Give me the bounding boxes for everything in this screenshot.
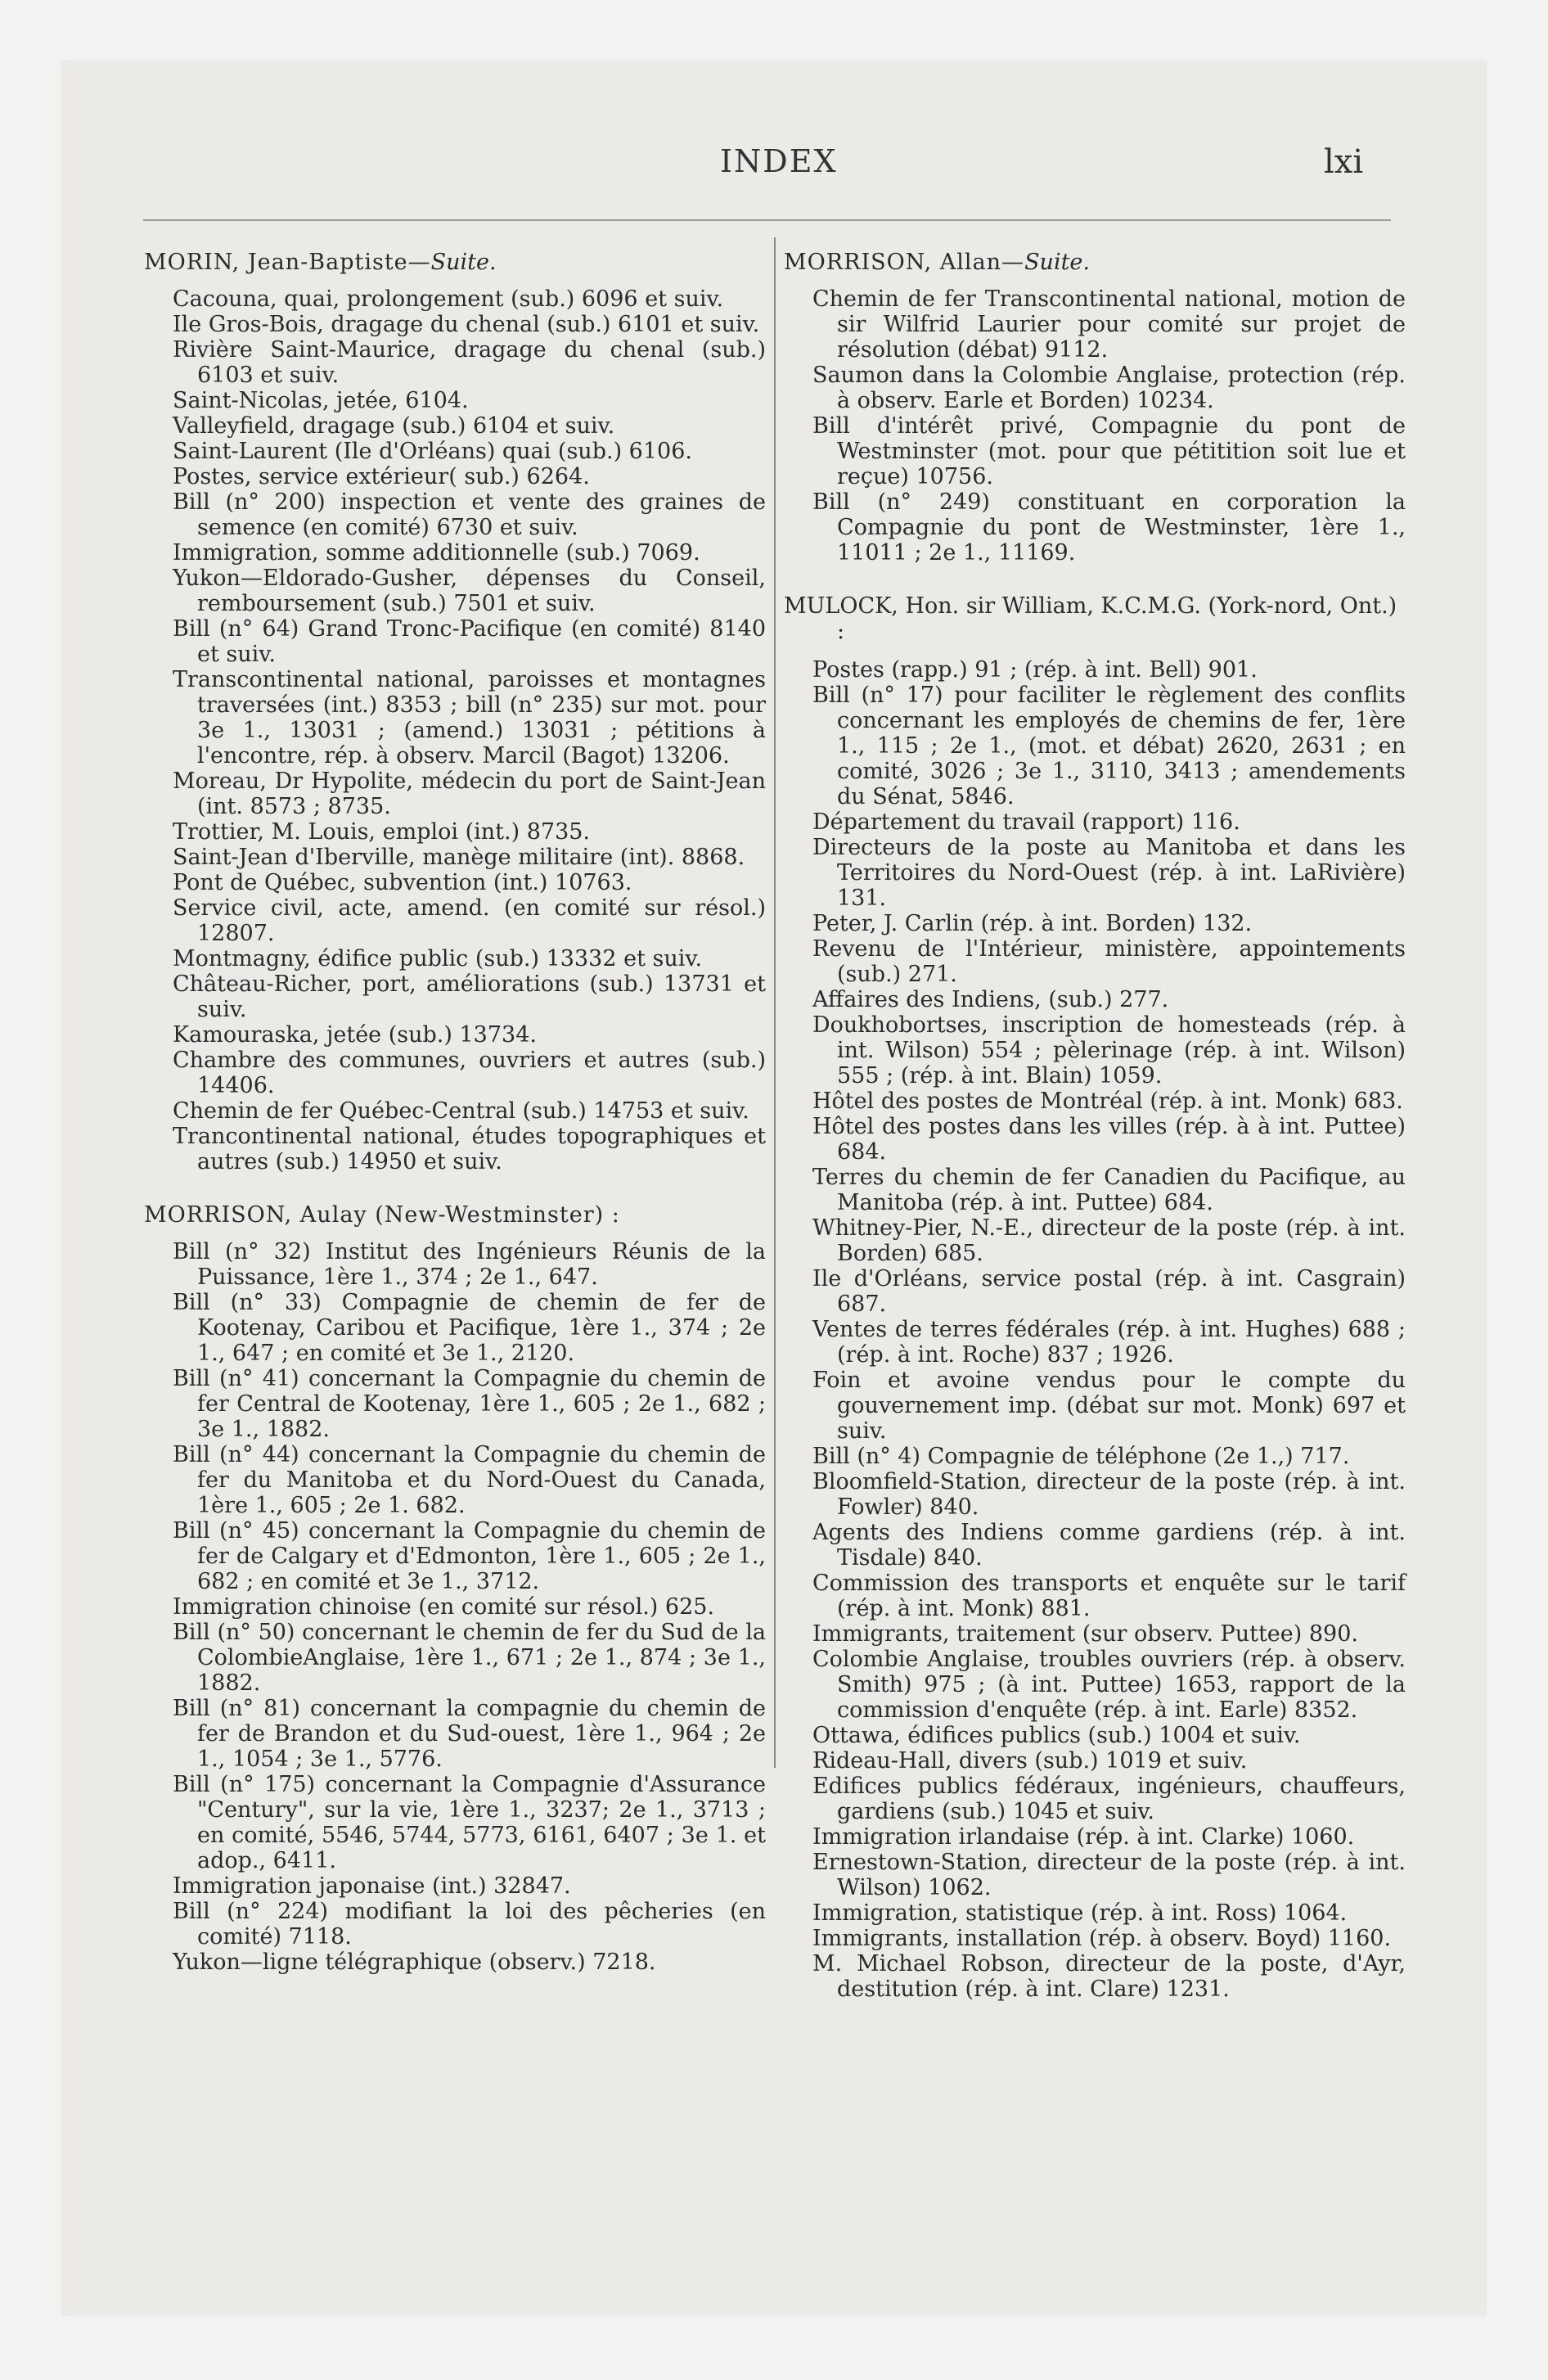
- morrison-aulay-entries: [144, 1239, 766, 1975]
- index-entry: Saint-Laurent (Ile d'Orléans) quai (sub.) 6106.: [173, 439, 692, 464]
- index-entry: Montmagny, édifice public (sub.) 13332 et suiv.: [173, 946, 703, 971]
- morrison-allan-entries: [784, 286, 1406, 566]
- index-heading-mulock: MULOCK, Hon. sir William, K.C.M.G. (York-nord, Ont.) :: [784, 593, 1397, 644]
- index-entry: Bill (n° 4) Compagnie de téléphone (2e 1.,) 717.: [812, 1444, 1350, 1469]
- index-entry: Bloomfield-Station, directeur de la poste (rép. à int. Fowler) 840.: [812, 1469, 1406, 1520]
- index-entry: Immigration, statistique (rép. à int. Ross) 1064.: [812, 1900, 1348, 1926]
- index-entry: Ernestown-Station, directeur de la poste (rép. à int. Wilson) 1062.: [812, 1850, 1406, 1900]
- index-entry: Immigration japonaise (int.) 32847.: [173, 1873, 571, 1899]
- index-entry: Terres du chemin de fer Canadien du Pacifique, au Manitoba (rép. à int. Puttee) 684.: [812, 1165, 1406, 1215]
- right-column: [784, 250, 1406, 2002]
- index-entry: Directeurs de la poste au Manitoba et dans les Territoires du Nord-Ouest (rép. à int. LaRivière) 131.: [812, 835, 1406, 911]
- index-entry: Postes, service extérieur( sub.) 6264.: [173, 464, 590, 489]
- index-entry: Commission des transports et enquête sur le tarif (rép. à int. Monk) 881.: [812, 1571, 1406, 1621]
- index-entry: Bill (n° 81) concernant la compagnie du chemin de fer de Brandon et du Sud-ouest, 1ère 1., 964 ; 2e 1., 1054 ; 3e 1., 5776.: [173, 1696, 766, 1772]
- index-entry: Château-Richer, port, améliorations (sub.) 13731 et suiv.: [173, 971, 766, 1022]
- index-entry: Kamouraska, jetée (sub.) 13734.: [173, 1022, 537, 1048]
- index-entry: Bill d'intérêt privé, Compagnie du pont de Westminster (mot. pour que pétitition soit lue et reçue) 10756.: [812, 413, 1406, 489]
- index-entry: Doukhobortses, inscription de homesteads (rép. à int. Wilson) 554 ; pèlerinage (rép. à int. Wilson) 555 ; (rép. à int. Blain) 1059.: [812, 1012, 1406, 1089]
- index-entry: Chambre des communes, ouvriers et autres (sub.) 14406.: [173, 1048, 766, 1098]
- index-entry: Bill (n° 33) Compagnie de chemin de fer de Kootenay, Caribou et Pacifique, 1ère 1., 374 ; 2e 1., 647 ; en comité et 3e 1., 2120.: [173, 1290, 766, 1366]
- index-entry: Bill (n° 249) constituant en corporation la Compagnie du pont de Westminster, 1ère 1., 11011 ; 2e 1., 11169.: [812, 489, 1406, 566]
- index-entry: Saint-Jean d'Iberville, manège militaire (int). 8868.: [173, 845, 745, 870]
- index-entry: Chemin de fer Transcontinental national, motion de sir Wilfrid Laurier pour comité sur projet de résolution (débat) 9112.: [812, 286, 1406, 363]
- index-entry: Bill (n° 200) inspection et vente des graines de semence (en comité) 6730 et suiv.: [173, 489, 766, 540]
- index-entry: Yukon—Eldorado-Gusher, dépenses du Conseil, remboursement (sub.) 7501 et suiv.: [173, 566, 766, 616]
- index-entry: Immigration, somme additionnelle (sub.) 7069.: [173, 540, 700, 566]
- index-entry: Bill (n° 45) concernant la Compagnie du chemin de fer de Calgary et d'Edmonton, 1ère 1., 605 ; 2e 1., 682 ; en comité et 3e 1., 3712.: [173, 1518, 766, 1594]
- index-entry: Yukon—ligne télégraphique (observ.) 7218.: [173, 1950, 656, 1975]
- index-heading-morin: MORIN, Jean-Baptiste—Suite.: [144, 250, 497, 275]
- index-entry: Saumon dans la Colombie Anglaise, protection (rép. à observ. Earle et Borden) 10234.: [812, 363, 1406, 413]
- index-entry: Bill (n° 64) Grand Tronc-Pacifique (en comité) 8140 et suiv.: [173, 616, 766, 667]
- index-entry: Trottier, M. Louis, emploi (int.) 8735.: [173, 819, 591, 845]
- index-entry: Bill (n° 50) concernant le chemin de fer du Sud de la ColombieAnglaise, 1ère 1., 671 ; 2e 1., 874 ; 3e 1., 1882.: [173, 1620, 766, 1696]
- index-entry: Revenu de l'Intérieur, ministère, appointements (sub.) 271.: [812, 936, 1406, 987]
- index-entry: Affaires des Indiens, (sub.) 277.: [812, 987, 1169, 1012]
- index-entry: Bill (n° 44) concernant la Compagnie du chemin de fer du Manitoba et du Nord-Ouest du Canada, 1ère 1., 605 ; 2e 1. 682.: [173, 1442, 766, 1518]
- index-entry: Transcontinental national, paroisses et montagnes traversées (int.) 8353 ; bill (n° 235) sur mot. pour 3e 1., 13031 ; (amend.) 13031 ; pétitions à l'encontre, rép. à observ. Marcil (Bagot) 13206.: [173, 667, 766, 769]
- header-rule: [143, 219, 1391, 221]
- morin-entries: [144, 286, 766, 1174]
- index-entry: Trancontinental national, études topographiques et autres (sub.) 14950 et suiv.: [173, 1124, 766, 1174]
- index-entry: Ile d'Orléans, service postal (rép. à int. Casgrain) 687.: [812, 1266, 1406, 1317]
- index-heading-morrison-aulay: MORRISON, Aulay (New-Westminster) :: [144, 1202, 620, 1228]
- index-entry: Immigrants, installation (rép. à observ. Boyd) 1160.: [812, 1926, 1392, 1951]
- index-heading-morrison-allan: MORRISON, Allan—Suite.: [784, 250, 1090, 275]
- index-entry: Hôtel des postes dans les villes (rép. à à int. Puttee) 684.: [812, 1114, 1406, 1165]
- index-entry: Bill (n° 32) Institut des Ingénieurs Réunis de la Puissance, 1ère 1., 374 ; 2e 1., 647.: [173, 1239, 766, 1290]
- index-entry: Immigrants, traitement (sur observ. Puttee) 890.: [812, 1621, 1358, 1647]
- index-entry: Colombie Anglaise, troubles ouvriers (rép. à observ. Smith) 975 ; (à int. Puttee) 1653, rapport de la commission d'enquête (rép. à int. Earle) 8352.: [812, 1647, 1406, 1723]
- index-entry: M. Michael Robson, directeur de la poste, d'Ayr, destitution (rép. à int. Clare) 1231.: [812, 1951, 1406, 2002]
- mulock-entries: [784, 657, 1406, 2002]
- index-entry: Service civil, acte, amend. (en comité sur résol.) 12807.: [173, 895, 766, 946]
- index-entry: Hôtel des postes de Montréal (rép. à int. Monk) 683.: [812, 1089, 1403, 1114]
- index-entry: Département du travail (rapport) 116.: [812, 809, 1240, 835]
- index-entry: Cacouna, quai, prolongement (sub.) 6096 et suiv.: [173, 286, 724, 312]
- index-entry: Saint-Nicolas, jetée, 6104.: [173, 388, 469, 413]
- left-column: [144, 250, 766, 1975]
- index-entry: Foin et avoine vendus pour le compte du gouvernement imp. (débat sur mot. Monk) 697 et suiv.: [812, 1368, 1406, 1444]
- index-entry: Bill (n° 175) concernant la Compagnie d'Assurance "Century", sur la vie, 1ère 1., 3237; 2e 1., 3713 ; en comité, 5546, 5744, 5773, 6161, 6407 ; 3e 1. et adop., 6411.: [173, 1772, 766, 1873]
- index-entry: Bill (n° 41) concernant la Compagnie du chemin de fer Central de Kootenay, 1ère 1., 605 ; 2e 1., 682 ; 3e 1., 1882.: [173, 1366, 766, 1442]
- index-entry: Valleyfield, dragage (sub.) 6104 et suiv.: [173, 413, 615, 439]
- index-entry: Peter, J. Carlin (rép. à int. Borden) 132.: [812, 911, 1253, 936]
- index-entry: Agents des Indiens comme gardiens (rép. à int. Tisdale) 840.: [812, 1520, 1406, 1571]
- index-entry: Immigration irlandaise (rép. à int. Clarke) 1060.: [812, 1824, 1355, 1850]
- index-entry: Ottawa, édifices publics (sub.) 1004 et suiv.: [812, 1723, 1301, 1748]
- page-header-title: INDEX: [720, 143, 838, 179]
- page-number: lxi: [1324, 143, 1364, 181]
- index-entry: Bill (n° 17) pour faciliter le règlement des conflits concernant les employés de chemins de fer, 1ère 1., 115 ; 2e 1., (mot. et débat) 2620, 2631 ; en comité, 3026 ; 3e 1., 3110, 3413 ; amendements du Sénat, 5846.: [812, 683, 1406, 809]
- index-entry: Ile Gros-Bois, dragage du chenal (sub.) 6101 et suiv.: [173, 312, 760, 337]
- index-entry: Rideau-Hall, divers (sub.) 1019 et suiv.: [812, 1748, 1248, 1774]
- index-entry: Chemin de fer Québec-Central (sub.) 14753 et suiv.: [173, 1098, 749, 1124]
- index-entry: Whitney-Pier, N.-E., directeur de la poste (rép. à int. Borden) 685.: [812, 1215, 1406, 1266]
- index-entry: Postes (rapp.) 91 ; (rép. à int. Bell) 901.: [812, 657, 1258, 683]
- index-entry: Bill (n° 224) modifiant la loi des pêcheries (en comité) 7118.: [173, 1899, 766, 1950]
- index-entry: Edifices publics fédéraux, ingénieurs, chauffeurs, gardiens (sub.) 1045 et suiv.: [812, 1774, 1406, 1824]
- index-entry: Immigration chinoise (en comité sur résol.) 625.: [173, 1594, 715, 1620]
- index-entry: Rivière Saint-Maurice, dragage du chenal (sub.) 6103 et suiv.: [173, 337, 766, 388]
- index-entry: Pont de Québec, subvention (int.) 10763.: [173, 870, 632, 895]
- index-entry: Moreau, Dr Hypolite, médecin du port de Saint-Jean (int. 8573 ; 8735.: [173, 769, 766, 819]
- column-divider: [774, 237, 776, 1768]
- index-entry: Ventes de terres fédérales (rép. à int. Hughes) 688 ; (rép. à int. Roche) 837 ; 1926.: [812, 1317, 1406, 1368]
